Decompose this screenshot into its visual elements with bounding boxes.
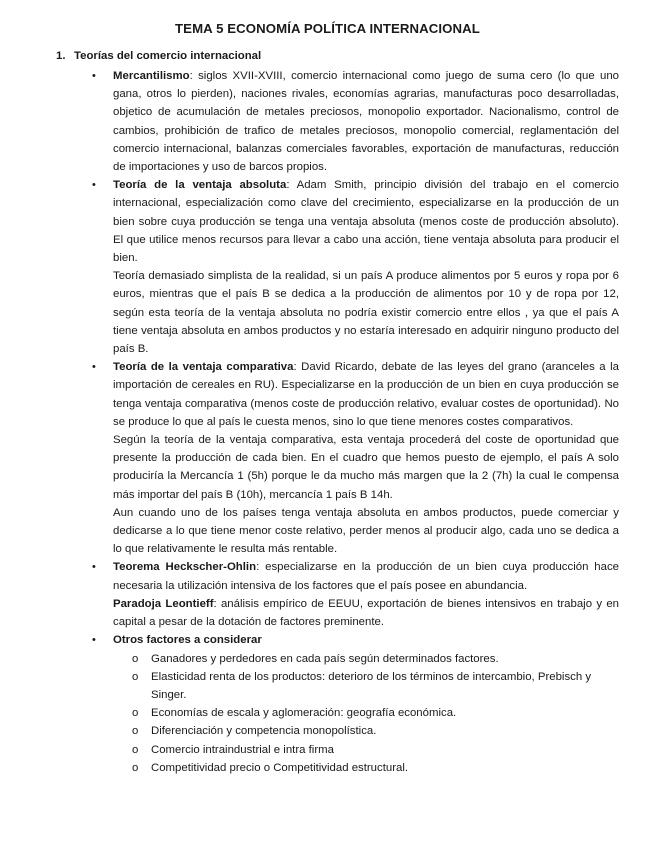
bullet-icon: •: [92, 179, 96, 192]
item-term: Teoría de la ventaja comparativa: [113, 361, 294, 374]
circle-bullet-icon: o: [132, 743, 139, 756]
page-title: TEMA 5 ECONOMÍA POLÍTICA INTERNACIONAL: [175, 21, 480, 36]
circle-bullet-icon: o: [132, 761, 139, 774]
sub-list-item: o Competitividad precio o Competitividad estructural.: [113, 759, 619, 777]
item-term: Paradoja Leontieff: [113, 597, 214, 610]
item-text: : especializarse en la producción de un bien cuya producción hace necesaria la utilización intensiva de los factores que el país posee en abundancia.: [113, 561, 619, 592]
item-paragraph: [113, 558, 619, 594]
item-paragraph: [113, 631, 619, 649]
list-item-mercantilismo: [92, 67, 619, 176]
item-paragraph: Según la teoría de la ventaja comparativa, esta ventaja procederá del coste de oportunidad que presente la producción de cada bien. En el cuadro que hemos puesto de ejemplo, el país A solo produciría la Mercancía 1 (5h) porque le da mucho más margen que la 2 (7h) la cual le compensa más importar del país B (10h), mercancía 1 país B 14h.: [113, 434, 619, 501]
bullet-list: [92, 67, 620, 777]
item-term: Teorema Heckscher-Ohlin: [113, 561, 257, 574]
bullet-icon: •: [92, 70, 96, 82]
item-text: : análisis empírico de EEUU, exportación de bienes intensivos en trabajo y en capital a pesar de la dotación de factores preminente.: [113, 597, 619, 629]
item-term: Otros factores a considerar: [113, 634, 262, 647]
item-paragraph: [113, 67, 619, 176]
bullet-icon: •: [92, 561, 96, 574]
item-text: : Adam Smith, principio división del trabajo en el comercio internacional, especialización como clave del crecimiento, especializarse en la producción de un bien sobre cuya producción se tenga una ventaja absoluta (menos coste de producción absoluto). El que utilice menos recursos para llevar a cabo una acción, tiene ventaja absoluta para producir el bien.: [113, 179, 619, 265]
item-paragraph: [113, 176, 619, 267]
section-title: Teorías del comercio internacional: [74, 50, 262, 62]
sub-list: [113, 650, 619, 777]
section-heading: [56, 50, 261, 62]
bullet-icon: •: [92, 361, 96, 374]
item-term: Teoría de la ventaja absoluta: [113, 179, 287, 192]
section-number: 1.: [56, 50, 66, 62]
list-item-ventaja-absoluta: [92, 176, 619, 358]
sub-list-item: o Elasticidad renta de los productos: deterioro de los términos de intercambio, Prebisch y Singer.: [113, 668, 619, 704]
circle-bullet-icon: o: [132, 652, 139, 665]
item-text: : siglos XVII-XVIII, comercio internacional como juego de suma cero (lo que uno gana, otros lo pierden), naciones rivales, economías agrarias, manufacturas poco desarrolladas, objetico de acumulación de metales preciosos, monopolio exportador. Nacionalismo, control de cambios, prohibición de trafico de metales preciosos, monopolio comercial, reglamentación del comercio internacional, balanzas comerciales favorables, exportación de manufacturas, reducción de importaciones y uso de barcos propios.: [113, 70, 619, 174]
bullet-icon: •: [92, 634, 96, 647]
item-paragraph: [113, 595, 619, 631]
circle-bullet-icon: o: [132, 725, 139, 738]
item-paragraph: [113, 358, 619, 431]
sub-list-item: o Economías de escala y aglomeración: geografía económica.: [113, 704, 619, 722]
item-text: : David Ricardo, debate de las leyes del grano (aranceles a la importación de cereales en RU). Especializarse en la producción de un bien en cuya producción se tenga ventaja comparativa (menos coste de producción relativo, evaluar costes de oportunidad). No se produce lo que al país le cuesta menos, sino lo que tiene menores costes comparativos.: [113, 361, 620, 428]
item-paragraph: Teoría demasiado simplista de la realidad, si un país A produce alimentos por 5 euros y ropa por 6 euros, mientras que el país B se dedica a la producción de alimentos por 10 y de ropa por 12, según esta teoría de la ventaja absoluta no podría existir comercio entre ellos , ya que el país A tiene ventaja absoluta en ambos productos y no estaría interesado en adquirir ninguno producto del país B.: [113, 270, 619, 356]
sub-list-item: o Ganadores y perdedores en cada país según determinados factores.: [113, 650, 619, 668]
circle-bullet-icon: o: [132, 670, 139, 683]
list-item-ventaja-comparativa: [92, 358, 620, 558]
sub-list-item: o Comercio intraindustrial e intra firma: [113, 741, 619, 759]
item-paragraph: Aun cuando uno de los países tenga ventaja absoluta en ambos productos, puede comerciar y dedicarse a lo que tiene menor coste relativo, perder menos al producir algo, cada uno se dedica a lo que relativamente le resulta más rentable.: [113, 506, 619, 556]
list-item-heckscher-ohlin: [92, 558, 619, 631]
item-term: Mercantilismo: [113, 70, 190, 82]
sub-list-item: o Diferenciación y competencia monopolística.: [113, 722, 619, 740]
list-item-otros-factores: [92, 631, 619, 777]
circle-bullet-icon: o: [132, 707, 139, 720]
